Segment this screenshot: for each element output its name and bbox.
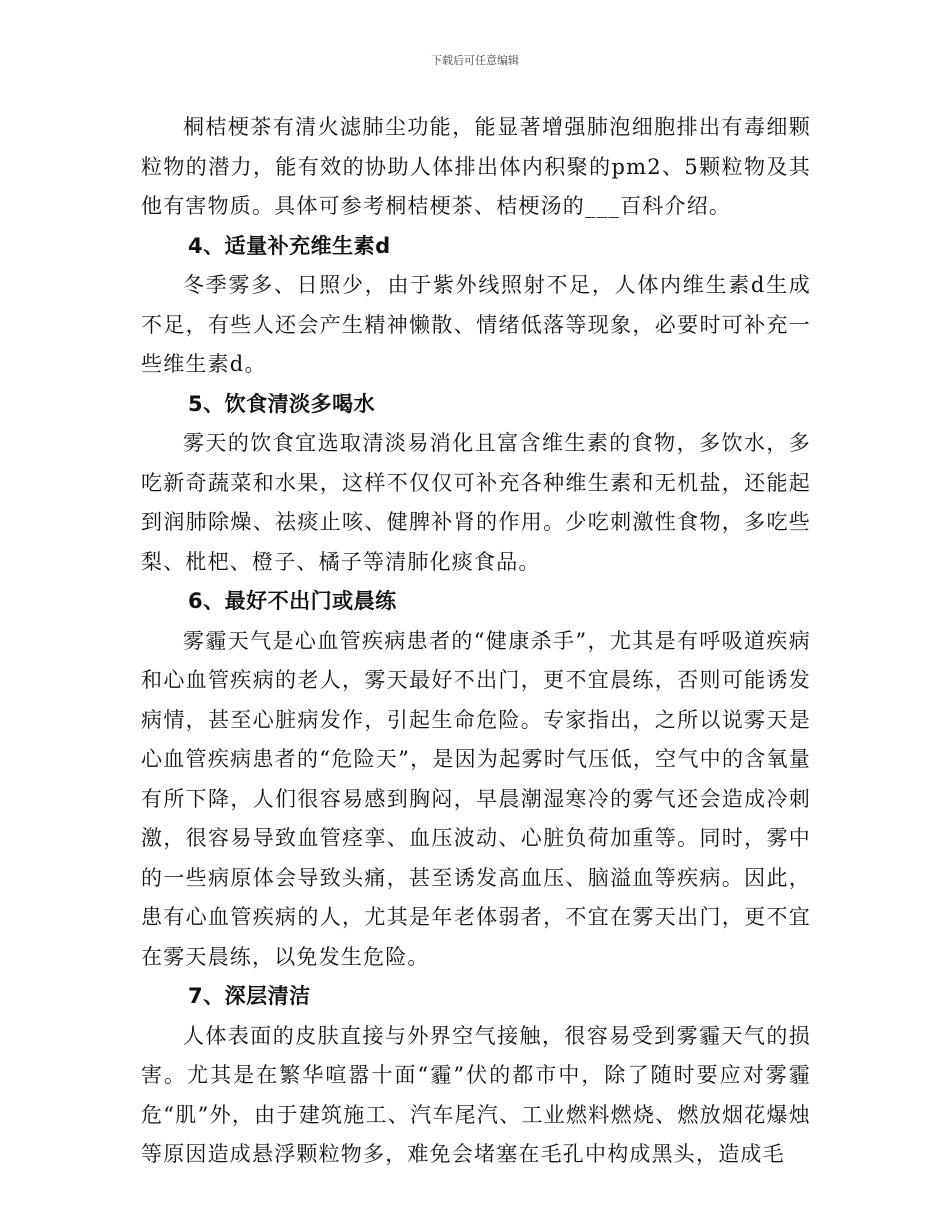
paragraph: 雾天的饮食宜选取清淡易消化且富含维生素的食物，多饮水，多吃新奇蔬菜和水果，这样不仅仅可补充各种维生素和无机盐，还能起到润肺除燥、祛痰止咳、健脾补肾的作用。少吃刺激性食物，多吃些梨、枇杷、橙子、橘子等清肺化痰食品。 — [141, 431, 811, 574]
document-body — [141, 108, 811, 1175]
paragraph: 雾霾天气是心血管疾病患者的“健康杀手”，尤其是有呼吸道疾病和心血管疾病的老人，雾天最好不出门，更不宜晨练，否则可能诱发病情，甚至心脏病发作，引起生命危险。专家指出，之所以说雾天是心血管疾病患者的“危险天”，是因为起雾时气压低，空气中的含氧量有所下降，人们很容易感到胸闷，早晨潮湿寒冷的雾气还会造成冷刺激，很容易导致血管痉挛、血压波动、心脏负荷加重等。同时，雾中的一些病原体会导致头痛，甚至诱发高血压、脑溢血等疾病。因此，患有心血管疾病的人，尤其是年老体弱者，不宜在雾天出门，更不宜在雾天晨练，以免发生危险。 — [141, 628, 811, 969]
section-heading: 4、适量补充维生素d — [188, 233, 391, 258]
section-heading: 5、饮食清淡多喝水 — [188, 391, 376, 416]
section-heading: 6、最好不出门或晨练 — [188, 589, 397, 613]
section-heading: 7、深层清洁 — [188, 984, 311, 1008]
page-header-note: 下载后可任意编辑 — [431, 54, 519, 67]
paragraph: 桐桔梗茶有清火滤肺尘功能，能显著增强肺泡细胞排出有毒细颗粒物的潜力，能有效的协助人体排出体内积聚的pm2、5颗粒物及其他有害物质。具体可参考桐桔梗茶、桔梗汤的___百科介绍。 — [141, 115, 811, 218]
paragraph: 冬季雾多、日照少，由于紫外线照射不足，人体内维生素d生成不足，有些人还会产生精神懒散、情绪低落等现象，必要时可补充一些维生素d。 — [141, 273, 811, 376]
paragraph: 人体表面的皮肤直接与外界空气接触，很容易受到雾霾天气的损害。尤其是在繁华喧嚣十面“霾”伏的都市中，除了随时要应对雾霾危“肌”外，由于建筑施工、汽车尾汽、工业燃料燃烧、燃放烟花爆烛等原因造成悬浮颗粒物多，难免会堵塞在毛孔中构成黑头，造成毛 — [141, 1023, 811, 1166]
